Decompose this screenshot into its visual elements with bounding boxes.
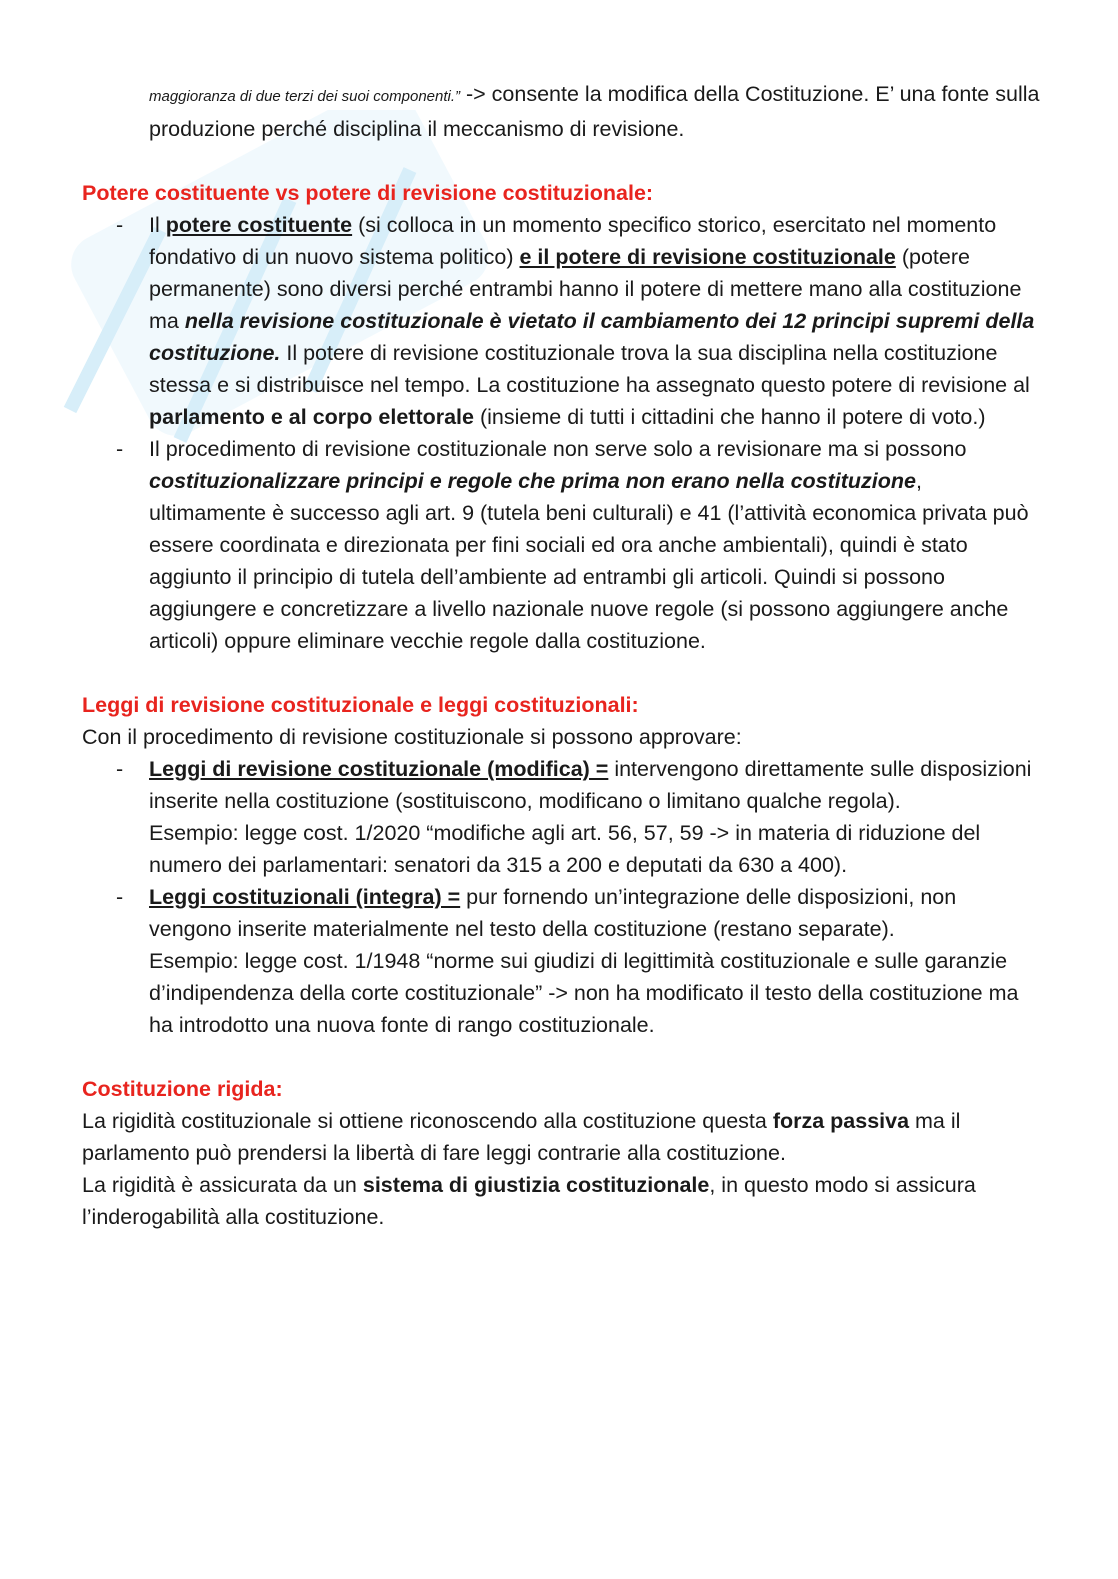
emphasis-principi-supremi: nella revisione costituzionale è vietato il cambiamento dei 12 principi supremi della costituzione. xyxy=(149,309,1035,365)
section-heading-rigida: Costituzione rigida: xyxy=(82,1077,283,1101)
dash-bullet: - xyxy=(116,213,124,237)
list-item: - Leggi costituzionali (integra) = pur fornendo un’integrazione delle disposizioni, non vengono inserite materialmente nel testo della costituzione (restano separate). Esempio: legge cost. 1/1948 “norme sui giudizi di legittimità costituzionale e sulle garanzie d’indipendenza della corte costituzionale” -> non ha modificato il testo della costituzione ma ha introdotto una nuova fonte di rango costituzionale. xyxy=(82,881,1042,1041)
term-giustizia-costituzionale: sistema di giustizia costituzionale xyxy=(362,1173,710,1197)
section-heading-leggi: Leggi di revisione costituzionale e leggi costituzionali: xyxy=(82,693,639,717)
intro-text: -> consente la modifica della Costituzione. E’ una fonte sulla produzione perché disciplina il meccanismo di revisione. xyxy=(149,82,1040,141)
section-heading-potere: Potere costituente vs potere di revisione costituzionale: xyxy=(82,181,654,205)
term-parlamento: parlamento e al corpo elettorale xyxy=(149,405,474,429)
leggi-intro: Con il procedimento di revisione costituzionale si possono approvare: xyxy=(82,725,742,749)
intro-quote-tail: maggioranza di due terzi dei suoi componenti.” xyxy=(149,88,461,105)
document-page xyxy=(82,78,1042,1233)
term-leggi-costituzionali: Leggi costituzionali (integra) = xyxy=(149,885,461,909)
example-text: Esempio: legge cost. 1/2020 “modifiche agli art. 56, 57, 59 -> in materia di riduzione del numero dei parlamentari: senatori da 315 a 200 e deputati da 630 a 400). xyxy=(149,821,981,877)
term-potere-revisione: e il potere di revisione costituzionale xyxy=(519,245,896,269)
list-item: - Il procedimento di revisione costituzionale non serve solo a revisionare ma si possono costituzionalizzare principi e regole che prima non erano nella costituzione, ultimamente è successo agli art. 9 (tutela beni culturali) e 41 (l’attività economica privata può essere coordinata e direzionata per fini sociali ed ora anche ambientali), quindi è stato aggiunto il principio di tutela dell’ambiente ad entrambi gli articoli. Quindi si possono aggiungere e concretizzare a livello nazionale nuove regole (si possono aggiungere anche articoli) oppure eliminare vecchie regole dalla costituzione. xyxy=(82,433,1042,657)
list-item: - Leggi di revisione costituzionale (modifica) = intervengono direttamente sulle disposizioni inserite nella costituzione (sostituiscono, modificano o limitano qualche regola). Esempio: legge cost. 1/2020 “modifiche agli art. 56, 57, 59 -> in materia di riduzione del numero dei parlamentari: senatori da 315 a 200 e deputati da 630 a 400). xyxy=(82,753,1042,881)
intro-paragraph xyxy=(82,78,1042,145)
emphasis-costituzionalizzare: costituzionalizzare principi e regole che prima non erano nella costituzione xyxy=(149,469,916,493)
dash-bullet: - xyxy=(116,757,124,781)
rigida-paragraph-2: La rigidità è assicurata da un sistema di giustizia costituzionale, in questo modo si assicura l’inderogabilità alla costituzione. xyxy=(82,1173,976,1229)
term-leggi-revisione: Leggi di revisione costituzionale (modifica) = xyxy=(149,757,609,781)
rigida-paragraph-1: La rigidità costituzionale si ottiene riconoscendo alla costituzione questa forza passiva ma il parlamento può prendersi la libertà di fare leggi contrarie alla costituzione. xyxy=(82,1109,961,1165)
dash-bullet: - xyxy=(116,885,124,909)
example-text: Esempio: legge cost. 1/1948 “norme sui giudizi di legittimità costituzionale e sulle garanzie d’indipendenza della corte costituzionale” -> non ha modificato il testo della costituzione ma ha introdotto una nuova fonte di rango costituzionale. xyxy=(149,949,1019,1037)
leggi-list xyxy=(82,753,1042,1041)
potere-list xyxy=(82,209,1042,657)
list-item: - Il potere costituente (si colloca in un momento specifico storico, esercitato nel momento fondativo di un nuovo sistema politico) e il potere di revisione costituzionale (potere permanente) sono diversi perché entrambi hanno il potere di mettere mano alla costituzione ma nella revisione costituzionale è vietato il cambiamento dei 12 principi supremi della costituzione. Il potere di revisione costituzionale trova la sua disciplina nella costituzione stessa e si distribuisce nel tempo. La costituzione ha assegnato questo potere di revisione al parlamento e al corpo elettorale (insieme di tutti i cittadini che hanno il potere di voto.) xyxy=(82,209,1042,433)
dash-bullet: - xyxy=(116,437,124,461)
term-potere-costituente: potere costituente xyxy=(165,213,353,237)
term-forza-passiva: forza passiva xyxy=(772,1109,910,1133)
